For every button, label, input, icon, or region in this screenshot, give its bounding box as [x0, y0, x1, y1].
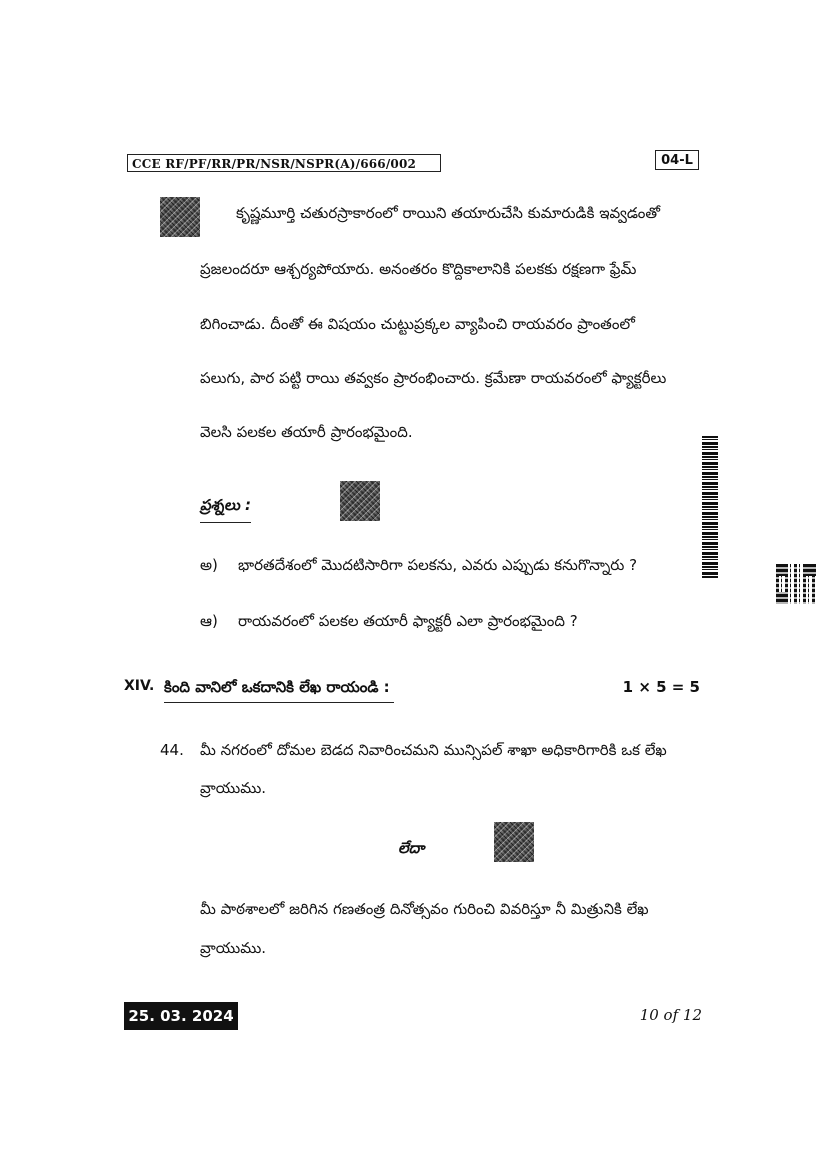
passage-line: బిగించాడు. దీంతో ఈ విషయం చుట్టుప్రక్కల వ్యాపించి రాయవరం ప్రాంతంలో — [200, 315, 635, 333]
question-text: భారతదేశంలో మొదటిసారిగా పలకను, ఎవరు ఎప్పుడు కనుగొన్నారు ? — [238, 556, 638, 574]
barcode-icon — [702, 436, 718, 578]
page-number: 10 of 12 — [639, 1006, 702, 1024]
noise-block-icon — [494, 822, 534, 862]
question-number: 44. — [160, 741, 184, 759]
passage-line: పలుగు, పార పట్టి రాయి తవ్వకం ప్రారంభించారు. క్రమేణా రాయవరంలో ఫ్యాక్టరీలు — [200, 369, 667, 387]
question-line: మీ నగరంలో దోమల బెడద నివారించమని మున్సిపల్ శాఖా అధికారిగారికి ఒక లేఖ — [200, 741, 667, 759]
question-marker: ఆ) — [200, 612, 218, 630]
question-marker: అ) — [200, 556, 218, 574]
exam-code-box: CCE RF/PF/RR/PR/NSR/NSPR(A)/666/002 — [127, 154, 441, 172]
noise-block-icon — [160, 197, 200, 237]
alt-question-line: వ్రాయుము. — [200, 939, 267, 957]
questions-heading: ప్రశ్నలు : — [200, 496, 251, 523]
qr-code-icon — [776, 564, 816, 604]
section-title-underline — [164, 702, 394, 703]
passage-line: కృష్ణమూర్తి చతురస్రాకారంలో రాయిని తయారుచేసి కుమారుడికి ఇవ్వడంతో — [236, 204, 661, 222]
noise-block-icon — [340, 481, 380, 521]
question-line: వ్రాయుము. — [200, 779, 267, 797]
paper-version-box: 04-L — [655, 150, 699, 170]
or-label: లేదా — [398, 839, 425, 857]
passage-line: వెలసి పలకల తయారీ ప్రారంభమైంది. — [200, 423, 413, 441]
alt-question-line: మీ పాఠశాలలో జరిగిన గణతంత్ర దినోత్సవం గురించి వివరిస్తూ నీ మిత్రునికి లేఖ — [200, 900, 649, 918]
section-title: కింది వానిలో ఒకదానికి లేఖ రాయండి : — [164, 678, 390, 696]
section-marks: 1 × 5 = 5 — [622, 678, 700, 696]
section-number: XIV. — [124, 678, 155, 694]
exam-date-badge: 25. 03. 2024 — [124, 1002, 238, 1030]
question-text: రాయవరంలో పలకల తయారీ ఫ్యాక్టరీ ఎలా ప్రారంభమైంది ? — [238, 612, 578, 630]
passage-line: ప్రజలందరూ ఆశ్చర్యపోయారు. అనంతరం కొద్దికాలానికి పలకకు రక్షణగా ఫ్రేమ్ — [200, 260, 637, 278]
